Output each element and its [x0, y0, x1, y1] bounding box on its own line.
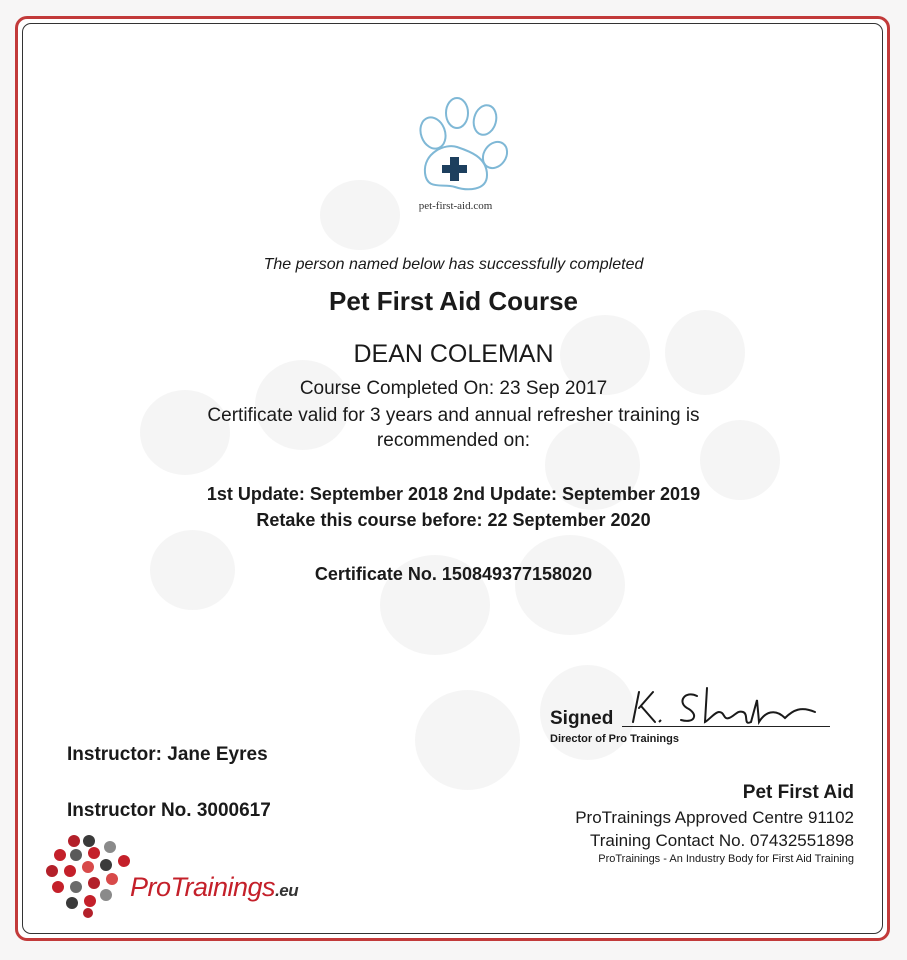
- training-contact: Training Contact No. 07432551898: [590, 831, 854, 850]
- signatory-title: Director of Pro Trainings: [550, 733, 679, 745]
- protrainings-dots-logo: [44, 833, 134, 918]
- provider-tagline: ProTrainings - An Industry Body for First Aid Training: [598, 853, 854, 865]
- certificate-number: Certificate No. 150849377158020: [314, 564, 593, 584]
- recipient-name: DEAN COLEMAN: [353, 340, 554, 368]
- paw-cross-icon: [405, 95, 515, 200]
- retake-date: Retake this course before: 22 September 2020: [256, 510, 651, 530]
- course-title: Pet First Aid Course: [329, 286, 578, 316]
- instructor-name: Instructor: Jane Eyres: [67, 744, 268, 765]
- validity-line-1: Certificate valid for 3 years and annual refresher training is: [207, 405, 700, 426]
- signature-image: [625, 682, 835, 732]
- signed-label: Signed: [550, 708, 614, 729]
- brand-name: ProTrainings: [130, 872, 276, 902]
- approved-centre: ProTrainings Approved Centre 91102: [575, 808, 854, 827]
- brand-suffix: .eu: [275, 881, 299, 900]
- validity-line-2: recommended on:: [376, 430, 531, 451]
- intro-text: The person named below has successfully completed: [263, 256, 644, 273]
- provider-title: Pet First Aid: [742, 782, 854, 803]
- pet-first-aid-logo: [405, 95, 515, 205]
- protrainings-brand: [130, 872, 298, 903]
- signature-line: [622, 726, 830, 727]
- logo-url: pet-first-aid.com: [418, 200, 493, 212]
- update-dates: 1st Update: September 2018 2nd Update: September 2019: [206, 484, 701, 504]
- instructor-number: Instructor No. 3000617: [67, 800, 271, 821]
- completed-on: Course Completed On: 23 Sep 2017: [299, 378, 608, 399]
